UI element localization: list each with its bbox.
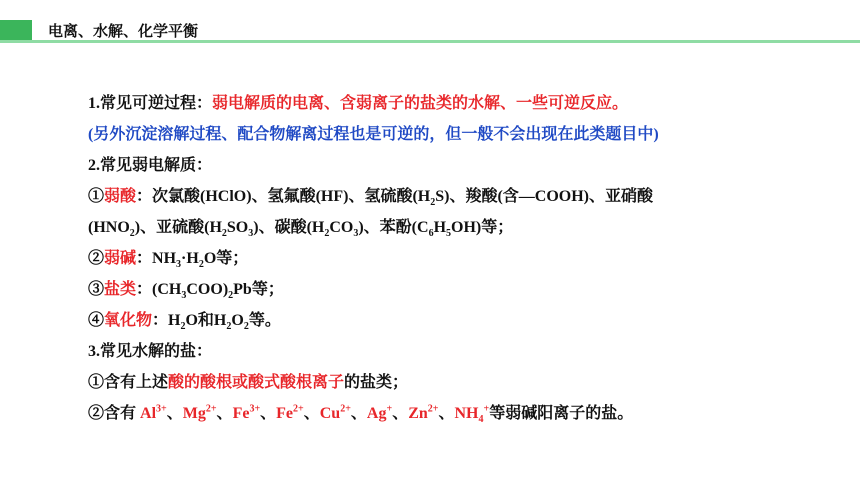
text: 的盐类； <box>344 374 409 391</box>
item-marker: ① <box>88 188 105 205</box>
subscript: 2 <box>198 259 204 271</box>
cation-1 <box>183 405 217 422</box>
ion-charge: 2+ <box>340 403 351 415</box>
superscript: + <box>483 403 490 415</box>
item-marker: ② <box>88 250 105 267</box>
text: ：H <box>152 312 181 329</box>
subscript: 2 <box>324 228 330 240</box>
ion-charge: 3+ <box>156 403 167 415</box>
separator: 、 <box>216 405 233 422</box>
subscript: 3 <box>248 228 254 240</box>
text: SO <box>226 219 249 236</box>
subscript: 2 <box>129 228 135 240</box>
ion-symbol: Al <box>140 405 157 422</box>
weak-acid-label: 弱酸 <box>104 188 137 205</box>
line-weak-base-cations <box>88 404 848 435</box>
ion-symbol: Fe <box>276 405 294 422</box>
text: ：次氯酸(HClO)、氢氟酸(HF)、氢硫酸(H <box>136 188 431 205</box>
ion-symbol: Zn <box>408 405 428 422</box>
text: ②含有 <box>88 405 137 422</box>
slide-content <box>88 94 848 435</box>
ion-symbol: Mg <box>182 405 206 422</box>
separator: 、 <box>350 405 367 422</box>
text: 等。 <box>248 312 281 329</box>
line-weak-bases <box>88 249 848 280</box>
ion-symbol: Fe <box>232 405 250 422</box>
subscript: 2 <box>430 197 436 209</box>
line-note: (另外沉淀溶解过程、配合物解离过程也是可逆的，但一般不会出现在此类题目中) <box>88 126 659 143</box>
text: )、亚硫酸(H <box>134 219 222 236</box>
separator: 、 <box>392 405 409 422</box>
ion-charge: 2+ <box>427 403 439 415</box>
subscript: 2 <box>228 290 234 302</box>
text: O和H <box>185 312 227 329</box>
ion-charge: 3+ <box>249 403 261 415</box>
acid-radical-text: 酸的酸根或酸式酸根离子 <box>168 374 345 391</box>
subscript: 6 <box>428 228 434 240</box>
separator: 、 <box>303 405 320 422</box>
text: 等弱碱阳离子的盐。 <box>489 405 634 422</box>
subscript: 5 <box>446 228 452 240</box>
text: S)、羧酸(含—COOH)、亚硝酸 <box>435 188 654 205</box>
ammonium-ion <box>454 403 490 426</box>
line-weak-acids-cont <box>88 218 848 249</box>
heading-reversible: 1.常见可逆过程： <box>88 95 213 112</box>
weak-base-label: 弱碱 <box>104 250 137 267</box>
header-accent-block <box>0 20 32 40</box>
cation-5 <box>367 405 392 422</box>
subscript: 2 <box>180 321 186 333</box>
salts-label: 盐类 <box>104 281 137 298</box>
item-marker: ④ <box>88 312 105 329</box>
text: O <box>231 312 244 329</box>
subscript: 4 <box>478 414 484 426</box>
slide-topic-title: 电离、水解、化学平衡 <box>48 22 199 40</box>
separator: 、 <box>438 405 455 422</box>
text: ·H <box>181 250 199 267</box>
line-weak-acids <box>88 187 848 218</box>
cation-6 <box>408 405 438 422</box>
text: OH)等； <box>451 219 514 236</box>
subscript: 3 <box>181 290 187 302</box>
text: ①含有上述 <box>88 374 169 391</box>
oxides-label: 氧化物 <box>104 312 153 329</box>
ion-symbol: Cu <box>319 405 341 422</box>
text: O等； <box>203 250 249 267</box>
ion-charge: + <box>386 403 393 415</box>
line-salts <box>88 280 848 311</box>
ion-charge: 2+ <box>205 403 217 415</box>
text: (HNO <box>88 219 130 236</box>
cation-4 <box>320 405 351 422</box>
line-weak-electrolytes-heading: 2.常见弱电解质： <box>88 157 213 174</box>
subscript: 3 <box>176 259 182 271</box>
text: Pb等； <box>233 281 284 298</box>
text: ：NH <box>136 250 177 267</box>
cation-3 <box>276 405 304 422</box>
text: ：(CH <box>136 281 182 298</box>
text: )、碳酸(H <box>253 219 325 236</box>
text: NH <box>454 405 479 422</box>
reversible-processes-text: 弱电解质的电离、含弱离子的盐类的水解、一些可逆反应。 <box>212 95 629 112</box>
cation-list <box>140 405 454 422</box>
subscript: 2 <box>243 321 249 333</box>
line-oxides <box>88 311 848 342</box>
text: H <box>433 219 447 236</box>
subscript: 2 <box>226 321 232 333</box>
text: )、苯酚(C <box>358 219 429 236</box>
text: COO) <box>186 281 229 298</box>
cation-0 <box>140 405 167 422</box>
line-reversible-processes <box>88 94 848 125</box>
subscript: 3 <box>353 228 359 240</box>
ion-charge: 2+ <box>293 403 304 415</box>
subscript: 2 <box>221 228 227 240</box>
line-acid-radical-salts <box>88 373 848 404</box>
cation-2 <box>233 405 261 422</box>
separator: 、 <box>166 405 183 422</box>
separator: 、 <box>260 405 277 422</box>
text: CO <box>329 219 354 236</box>
line-hydrolysis-heading: 3.常见水解的盐： <box>88 343 213 360</box>
ion-symbol: Ag <box>366 405 387 422</box>
item-marker: ③ <box>88 281 105 298</box>
